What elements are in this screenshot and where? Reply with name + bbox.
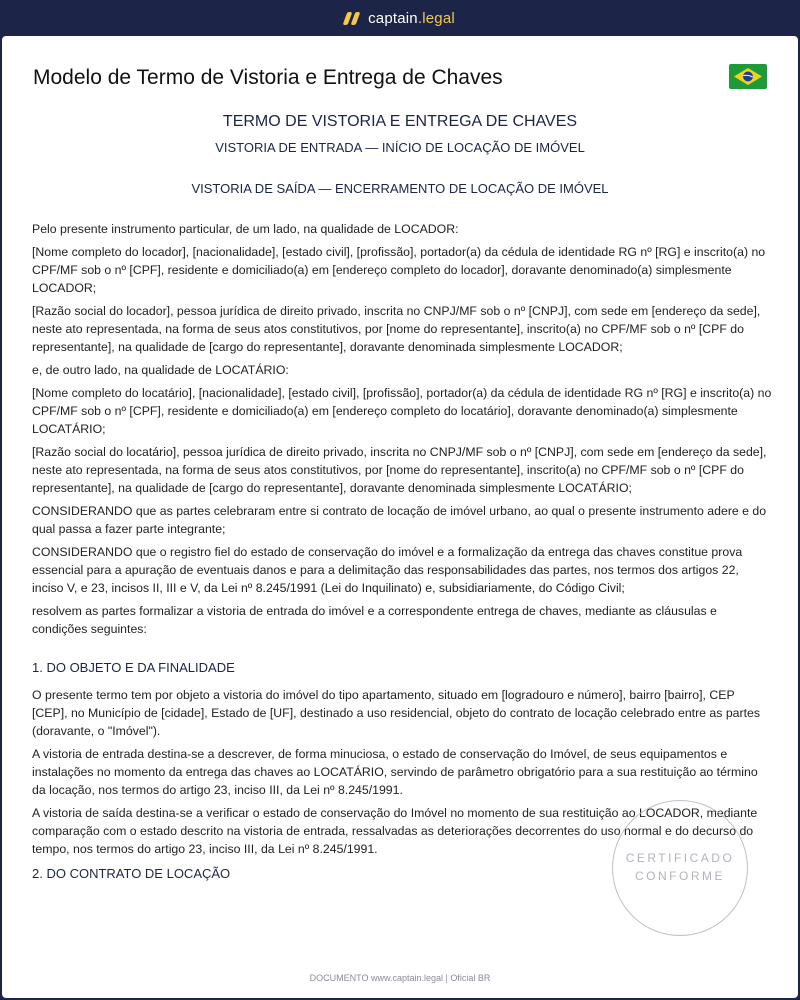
subheading-exit: VISTORIA DE SAÍDA — ENCERRAMENTO DE LOCAÇÃO DE IMÓVEL (191, 181, 609, 196)
footer: DOCUMENTO www.captain.legal | Oficial BR (309, 973, 491, 983)
page-title: Modelo de Termo de Vistoria e Entrega de Chaves (33, 66, 503, 89)
paragraph: e, de outro lado, na qualidade de LOCATÁRIO: (32, 363, 289, 377)
section-heading: 2. DO CONTRATO DE LOCAÇÃO (32, 866, 231, 881)
document-heading: TERMO DE VISTORIA E ENTREGA DE CHAVES (222, 113, 578, 130)
document-body (32, 220, 772, 883)
paragraph: [Nome completo do locatário], [nacionalidade], [estado civil], [profissão], portador(a) da cédula de identidade RG nº [RG] e inscrito(a) no CPF/MF sob o nº [CPF], residente e domiciliado(a) em [endereço completo do locatário], doravante denominado(a) simplesmente LOCATÁRIO; (32, 386, 772, 436)
brand-tld: .legal (417, 9, 455, 27)
top-bar (0, 0, 800, 36)
paragraph: CONSIDERANDO que o registro fiel do estado de conservação do imóvel e a formalização da entrega das chaves constitue prova essencial para a apuração de eventuais danos e para a delimitação das responsabilidades das partes, nos termos dos artigos 22, inciso V, e 23, incisos II, III e V, da Lei nº 8.245/1991 (Lei do Inquilinato) e, subsidiariamente, do Código Civil; (32, 545, 743, 595)
paragraph: [Razão social do locador], pessoa jurídica de direito privado, inscrita no CNPJ/MF sob o nº [CNPJ], com sede em [endereço da sede], neste ato representada, na forma de seus atos constitutivos, por [nome do representante], inscrito(a) no CPF/MF sob o nº [CPF do representante], na qualidade de [cargo do representante], doravante denominada simplesmente LOCADOR; (32, 304, 761, 354)
paragraph: resolvem as partes formalizar a vistoria de entrada do imóvel e a correspondente entrega de chaves, mediante as cláusulas e condições seguintes: (32, 604, 717, 636)
subheading-entry: VISTORIA DE ENTRADA — INÍCIO DE LOCAÇÃO DE IMÓVEL (215, 140, 585, 155)
paragraph: [Nome completo do locador], [nacionalidade], [estado civil], [profissão], portador(a) da cédula de identidade RG nº [RG] e inscrito(a) no CPF/MF sob o nº [CPF], residente e domiciliado(a) em [endereço completo do locador], doravante denominado(a) simplesmente LOCADOR; (32, 245, 766, 295)
paragraph: A vistoria de entrada destina-se a descrever, de forma minuciosa, o estado de conservação do Imóvel, de seus equipamentos e instalações no momento da entrega das chaves ao LOCATÁRIO, servindo de parâmetro obrigatório para a sua restituição ao término da locação, nos termos do artigo 23, inciso III, da Lei nº 8.245/1991. (32, 747, 758, 797)
paragraph: Pelo presente instrumento particular, de um lado, na qualidade de LOCADOR: (32, 222, 459, 236)
paragraph: [Razão social do locatário], pessoa jurídica de direito privado, inscrita no CNPJ/MF sob o nº [CNPJ], com sede em [endereço da sede], neste ato representada, na forma de seus atos constitutivos, por [nome do representante], inscrito(a) no CPF/MF sob o nº [CPF do representante], na qualidade de [cargo do representante], doravante denominada simplesmente LOCATÁRIO; (32, 445, 767, 495)
document-page (2, 36, 798, 998)
certified-stamp: CERTIFICADO CONFORME (612, 800, 748, 936)
captain-legal-logo[interactable] (345, 10, 455, 27)
logo-mark-icon (345, 12, 358, 25)
paragraph: CONSIDERANDO que as partes celebraram entre si contrato de locação de imóvel urbano, ao qual o presente instrumento adere e do qual passa a fazer parte integrante; (32, 504, 767, 536)
brand-name: captain (368, 9, 418, 27)
paragraph: A vistoria de saída destina-se a verificar o estado de conservação do Imóvel no momento de sua restituição ao LOCADOR, mediante comparação com o estado descrito na vistoria de entrada, ressalvadas as deteriorações decorrentes do uso normal e do decurso do tempo, nos termos do artigo 23, inciso III, da Lei nº 8.245/1991. (32, 806, 758, 856)
brazil-flag-icon[interactable] (729, 64, 767, 89)
paragraph: O presente termo tem por objeto a vistoria do imóvel do tipo apartamento, situado em [logradouro e número], bairro [bairro], CEP [CEP], no Município de [cidade], Estado de [UF], destinado a uso residencial, objeto do contrato de locação celebrado entre as partes (doravante, o "Imóvel"). (32, 688, 761, 738)
section-heading: 1. DO OBJETO E DA FINALIDADE (32, 660, 235, 675)
